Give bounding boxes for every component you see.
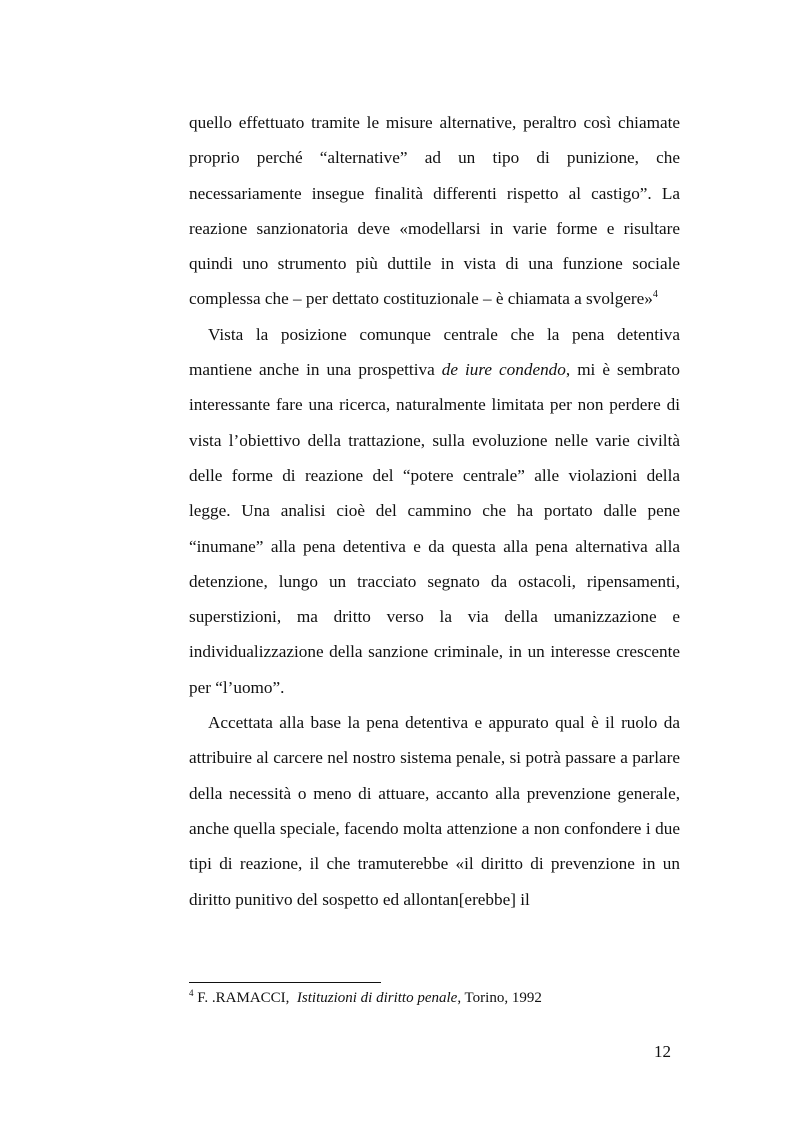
paragraph-2-text-start: Vista la posizione comunque centrale che la pena detentiva mantiene anche in una prospettiva [189,324,680,380]
paragraph-2-text-end: , mi è sembrato interessante fare una ricerca, naturalmente limitata per non perdere di vista l’obiettivo della trattazione, sulla evoluzione nelle varie civiltà delle forme di reazione del “potere centrale” alle violazioni della legge. Una analisi cioè del cammino che ha portato dalle pene “inumane” alla pena detentiva e da questa alla pena alternativa alla detenzione, lungo un tracciato segnato da ostacoli, ripensamenti, superstizioni, ma dritto verso la via della umanizzazione e individualizzazione della sanzione criminale, in un interesse crescente per “l’uomo”. [189,360,681,697]
paragraph-1 [189,105,680,317]
paragraph-1-text: quello effettuato tramite le misure alternative, peraltro così chiamate proprio perché “alternative” ad un tipo di punizione, che necessariamente insegue finalità differenti rispetto al castigo”. La reazione sanzionatoria deve «modellarsi in varie forme e risultare quindi uno strumento più duttile in vista di una funzione sociale complessa che – per dettato costituzionale – è chiamata a svolgere» [189,113,680,309]
footnote [189,988,680,1008]
footnote-author: F. .RAMACCI, [197,990,290,1006]
footnote-divider [189,982,381,983]
main-text [189,105,680,917]
latin-phrase: de iure condendo [441,360,566,380]
footnote-title: Istituzioni di diritto penale [296,990,458,1006]
paragraph-3 [189,705,680,917]
page-number: 12 [654,1042,671,1061]
footnote-publication: , Torino, 1992 [457,990,542,1006]
footnote-number: 4 [189,988,194,998]
paragraph-3-text: Accettata alla base la pena detentiva e appurato qual è il ruolo da attribuire al carcere nel nostro sistema penale, si potrà passare a parlare della necessità o meno di attuare, accanto alla prevenzione generale, anche quella speciale, facendo molta attenzione a non confondere i due tipi di reazione, il che tramuterebbe «il diritto di prevenzione in un diritto punitivo del sospetto ed allontan[erebbe] il [189,713,680,909]
paragraph-2 [189,317,680,705]
footnote-reference[interactable]: 4 [652,289,658,301]
